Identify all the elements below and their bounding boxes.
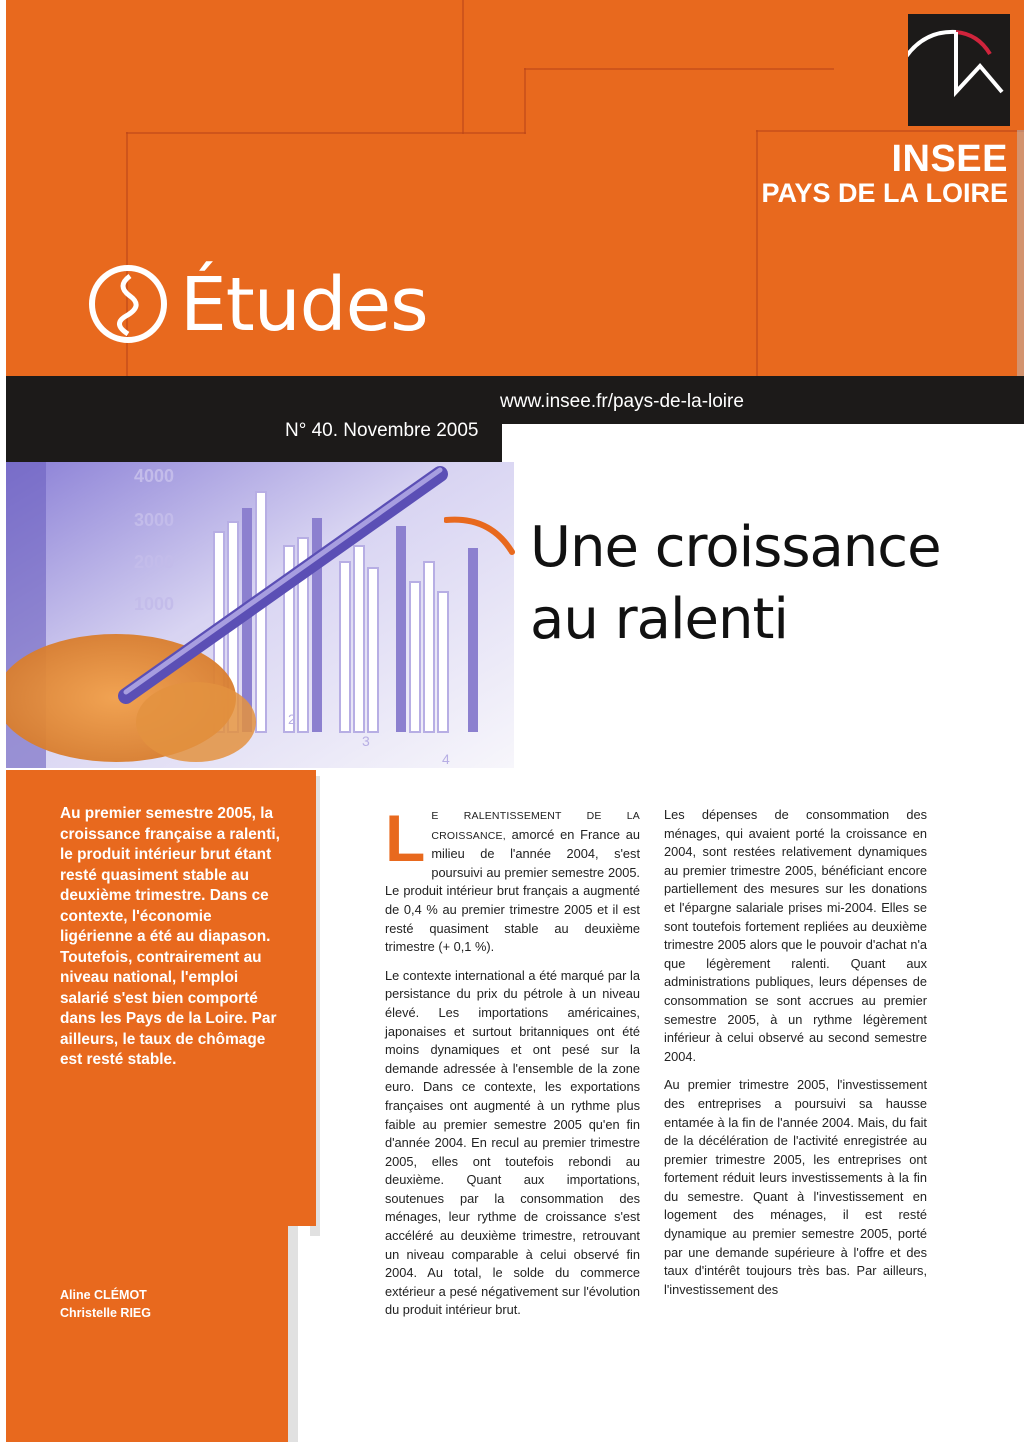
article-title-line-2: au ralenti <box>530 587 788 652</box>
paragraph-2: Le contexte international a été marqué par la persistance du prix du pétrole à un niveau élevé. Les importations américaines, japonaises et surtout britanniques ont été moins dynamiques et ont pesé sur la demande adressée à l'ensemble de la zone euro. Dans ce contexte, les exportations françaises ont augmenté à un rythme plus faible au premier semestre 2005 qu'en fin d'année 2004. En recul au premier trimestre 2005, elles ont toutefois rebondi au deuxième. Quant aux importations, soutenues par la consommation des ménages, leur rythme de croissance s'est accéléré au deuxième trimestre, retrouvant un niveau comparable à celui observé fin 2004. Au total, le solde du commerce extérieur a pesé négativement sur l'évolution du produit intérieur brut. <box>385 967 640 1318</box>
photo-tick-3000: 3000 <box>134 510 175 530</box>
summary-block-lower <box>6 1226 288 1442</box>
paragraph-4: Au premier trimestre 2005, l'investissement des entreprises a poursuivi sa hausse entamée à la fin de l'année 2004. Mais, du fait de la décélération de l'activité enregistrée au premier trimestre 2005, les entreprises ont fortement réduit leurs investissements à la fin du semestre. Quant à l'investissement en logement des ménages, il est resté dynamique au premier semestre 2005, porté par une demande supérieure à l'offre et des taux d'intérêt toujours très bas. Par ailleurs, l'investissement des <box>664 1077 927 1297</box>
photo-x-4: 4 <box>442 751 450 767</box>
author-1: Aline CLÉMOT <box>60 1288 147 1302</box>
website-link[interactable]: www.insee.fr/pays-de-la-loire <box>500 391 744 412</box>
paragraph-1 <box>385 801 640 957</box>
cover-shade-3 <box>462 0 464 134</box>
cover-shade-4 <box>524 68 834 70</box>
paragraph-1-text: amorcé en France au milieu de l'année 2004, s'est poursuivi au premier semestre 2005. Le produit intérieur brut français a augmenté de 0,4 % au premier trimestre 2005 et il est resté quasiment stable au deuxième trimestre (+ 0,1 %). <box>385 826 640 955</box>
photo-x-3: 3 <box>362 733 370 749</box>
headline-accent <box>444 512 520 558</box>
cover-shade-7 <box>756 130 1024 132</box>
drop-cap: L <box>385 801 426 875</box>
photo-tick-4000: 4000 <box>134 466 175 486</box>
paragraph-3: Les dépenses de consommation des ménages, qui avaient porté la croissance en 2004, sont restées relativement dynamiques au premier trimestre 2005, bénéficiant encore partiellement des mesures sur les donations et l'épargne salariale prises mi-2004. Elles se sont toutefois fortement repliées au deuxième trimestre 2005 alors que le pouvoir d'achat n'a que légèrement ralenti. Quant aux administrations publiques, leurs dépenses de consommation se sont accrues au premier semestre 2005, à un rythme légèrement inférieur à celui observé au second semestre 2004. <box>664 807 927 1064</box>
org-name: INSEE <box>891 138 1008 180</box>
lead-smallcaps: E RALENTISSEMENT DE LA CROISSANCE, <box>431 810 640 842</box>
right-edge-strip <box>1017 130 1024 376</box>
article-summary: Au premier semestre 2005, la croissance française a ralenti, le produit intérieur brut étant resté quasiment stable au deuxième trimestre. Dans ce contexte, l'économie ligérienne a été au diapason. Toutefois, contrairement au niveau national, l'emploi salarié s'est bien comporté dans les Pays de la Loire. Par ailleurs, le taux de chômage est resté stable. <box>60 805 280 1068</box>
photo-tick-1000: 1000 <box>134 594 175 614</box>
cover-shade-1 <box>126 132 526 134</box>
region-name: PAYS DE LA LOIRE <box>761 178 1008 208</box>
issue-number: N° 40. Novembre 2005 <box>285 420 479 441</box>
body-column-2 <box>664 806 927 1309</box>
cover-shade-6 <box>756 130 758 376</box>
article-title-line-1: Une croissance <box>530 515 941 580</box>
photo-x-2: 2 <box>288 711 296 727</box>
author-2: Christelle RIEG <box>60 1306 151 1320</box>
cover-shade-5 <box>524 68 526 134</box>
article-title <box>530 512 941 656</box>
authors <box>60 1286 151 1322</box>
insee-logo-mark <box>908 14 1010 126</box>
insee-logo <box>908 14 1010 126</box>
series-title: Études <box>180 262 428 348</box>
cover-photo <box>6 462 514 768</box>
summary-lower-shadow <box>288 1226 298 1442</box>
body-column-1 <box>385 801 640 1330</box>
etudes-logo-icon <box>86 262 170 346</box>
photo-tick-2000: 2000 <box>134 552 175 572</box>
